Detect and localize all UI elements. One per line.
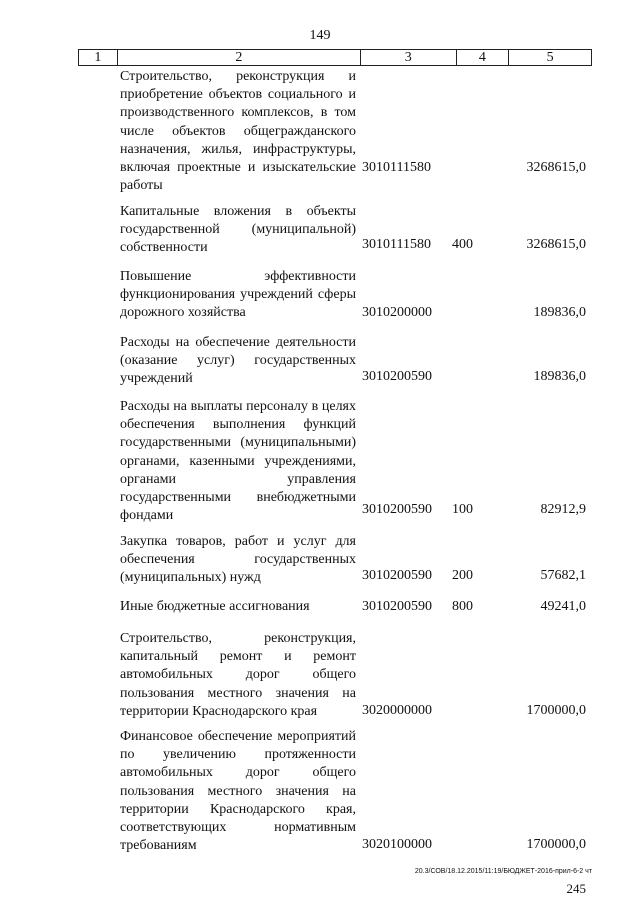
row-sum: 189836,0 <box>533 369 586 384</box>
row-expense-type: 100 <box>452 502 473 517</box>
row-sum: 1700000,0 <box>526 703 586 718</box>
row-expense-type: 200 <box>452 568 473 583</box>
row-sum: 49241,0 <box>540 599 586 614</box>
row-name: Расходы на выплаты персоналу в целях обеспечения выполнения функций государственными (муниципальными) органами, казенными учреждениями, органами управления государственными внебюджетными фондами <box>120 399 356 524</box>
footer-page-number: 245 <box>566 881 586 896</box>
row-name: Закупка товаров, работ и услуг для обеспечения государственных (муниципальных) нужд <box>120 534 356 586</box>
row-code: 3020100000 <box>362 837 432 852</box>
row-name: Расходы на обеспечение деятельности (оказание услуг) государственных учреждений <box>120 335 356 387</box>
row-sum: 82912,9 <box>540 502 586 517</box>
row-code: 3010200000 <box>362 305 432 320</box>
row-name: Капитальные вложения в объекты государственной (муниципальной) собственности <box>120 204 356 256</box>
footer-stamp: 20.3/СОВ/18.12.2015/11:19/БЮДЖЕТ-2016-прил-6-2 чт <box>414 868 592 875</box>
row-name: Строительство, реконструкция и приобретение объектов социального и производственного комплексов, в том числе объектов общегражданского назначения, жилья, инфраструктуры, включая проектные и изыскательские работы <box>120 69 356 194</box>
column-header-5: 5 <box>546 50 554 65</box>
row-name: Финансовое обеспечение мероприятий по увеличению протяженности автомобильных дорог общего пользования местного значения на территории Краснодарского края, соответствующих нормативным требованиям <box>120 729 356 854</box>
row-name: Повышение эффективности функционирования учреждений сферы дорожного хозяйства <box>120 269 356 321</box>
row-expense-type: 400 <box>452 237 473 252</box>
column-header-1: 1 <box>79 50 118 65</box>
row-sum: 189836,0 <box>533 305 586 320</box>
row-code: 3010200590 <box>362 502 432 517</box>
row-name: Иные бюджетные ассигнования <box>120 599 310 614</box>
column-header-3: 3 <box>361 50 457 65</box>
column-header-4: 4 <box>457 50 510 65</box>
row-code: 3010111580 <box>362 237 431 252</box>
row-sum: 1700000,0 <box>526 837 586 852</box>
row-sum: 3268615,0 <box>526 237 586 252</box>
row-code: 3010200590 <box>362 599 432 614</box>
table-header <box>78 49 592 66</box>
row-sum: 3268615,0 <box>526 160 586 175</box>
row-code: 3010200590 <box>362 568 432 583</box>
row-code: 3020000000 <box>362 703 432 718</box>
page-number: 149 <box>309 28 331 43</box>
row-code: 3010200590 <box>362 369 432 384</box>
row-name: Строительство, реконструкция, капитальный ремонт и ремонт автомобильных дорог общего пользования местного значения на территории Краснодарского края <box>120 631 356 719</box>
row-code: 3010111580 <box>362 160 431 175</box>
column-header-2: 2 <box>118 50 361 65</box>
row-expense-type: 800 <box>452 599 473 614</box>
row-sum: 57682,1 <box>540 568 586 583</box>
